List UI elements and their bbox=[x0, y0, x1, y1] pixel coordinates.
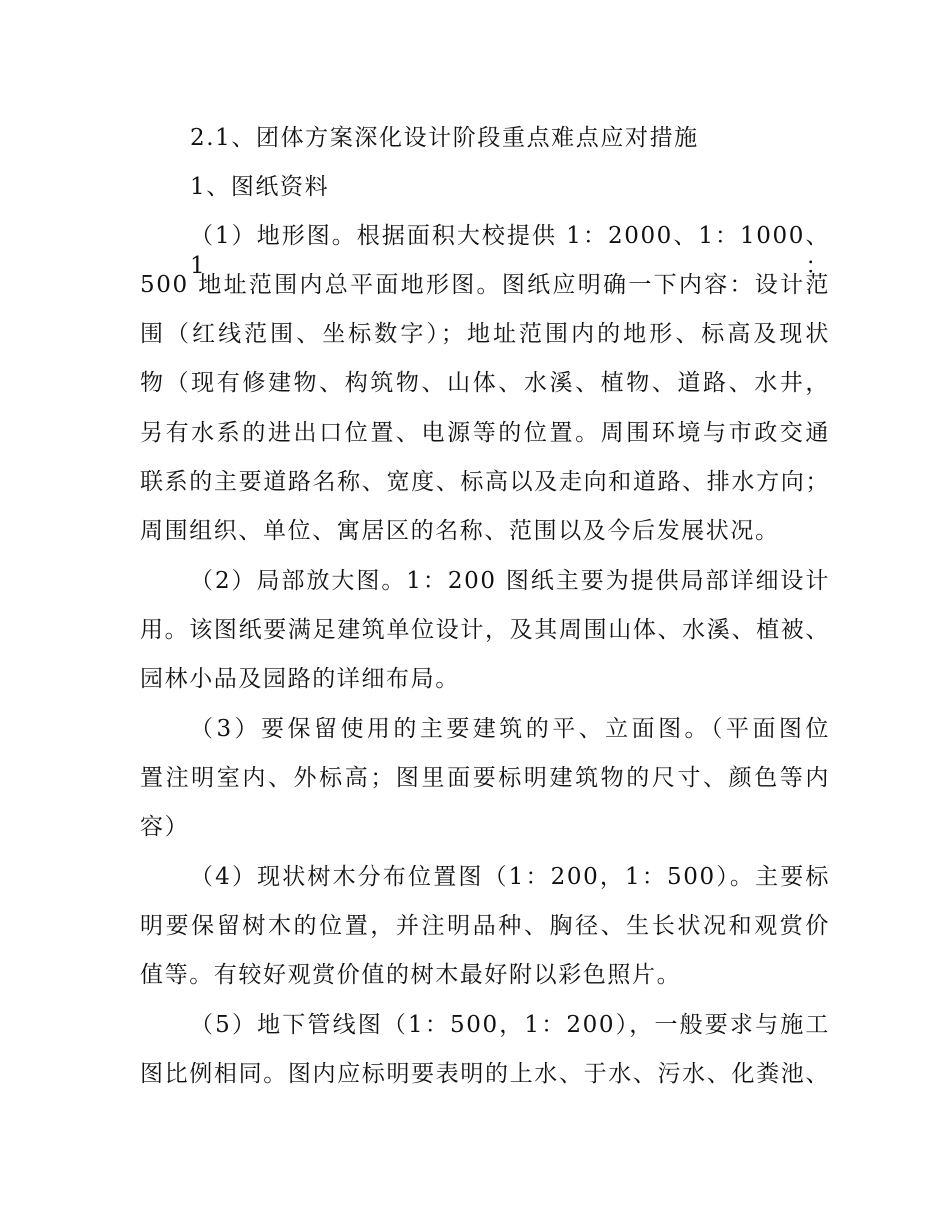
paragraph-line: 另有水系的进出口位置、电源等的位置。周围环境与市政交通 bbox=[140, 420, 830, 446]
paragraph-line: （1）地形图。根据面积大校提供 1：2000、1：1000、1： bbox=[190, 223, 830, 279]
paragraph-line: 周围组织、单位、寓居区的名称、范围以及今后发展状况。 bbox=[140, 518, 780, 544]
paragraph-line: 围（红线范围、坐标数字）；地址范围内的地形、标高及现状 bbox=[140, 321, 830, 347]
paragraph-line: （3）要保留使用的主要建筑的平、立面图。（平面图位 bbox=[190, 716, 830, 742]
paragraph-line: 物（现有修建物、构筑物、山体、水溪、植物、道路、水井， bbox=[140, 370, 830, 396]
paragraph-line: （2）局部放大图。1：200 图纸主要为提供局部详细设计 bbox=[190, 568, 830, 594]
paragraph-line: 联系的主要道路名称、宽度、标高以及走向和道路、排水方向； bbox=[140, 469, 830, 495]
paragraph-line: 图比例相同。图内应标明要表明的上水、于水、污水、化粪池、 bbox=[140, 1061, 830, 1087]
paragraph-line: 置注明室内、外标高；图里面要标明建筑物的尺寸、颜色等内 bbox=[140, 765, 830, 791]
paragraph-line: 用。该图纸要满足建筑单位设计，及其周围山体、水溪、植被、 bbox=[140, 617, 830, 643]
paragraph-line: （5）地下管线图（1：500，1：200），一般要求与施工 bbox=[190, 1012, 830, 1038]
paragraph-line: 值等。有较好观赏价值的树木最好附以彩色照片。 bbox=[140, 962, 682, 988]
paragraph-line: 容） bbox=[140, 814, 190, 840]
paragraph-line: 园林小品及园路的详细布局。 bbox=[140, 666, 460, 692]
paragraph-line: （4）现状树木分布位置图（1：200，1：500）。主要标 bbox=[190, 864, 830, 890]
paragraph-line: 500 地址范围内总平面地形图。图纸应明确一下内容：设计范 bbox=[140, 272, 830, 298]
section-heading: 2.1、团体方案深化设计阶段重点难点应对措施 bbox=[190, 125, 699, 151]
paragraph-line: 明要保留树木的位置，并注明品种、胸径、生长状况和观赏价 bbox=[140, 913, 830, 939]
subsection-title: 1、图纸资料 bbox=[190, 174, 330, 200]
